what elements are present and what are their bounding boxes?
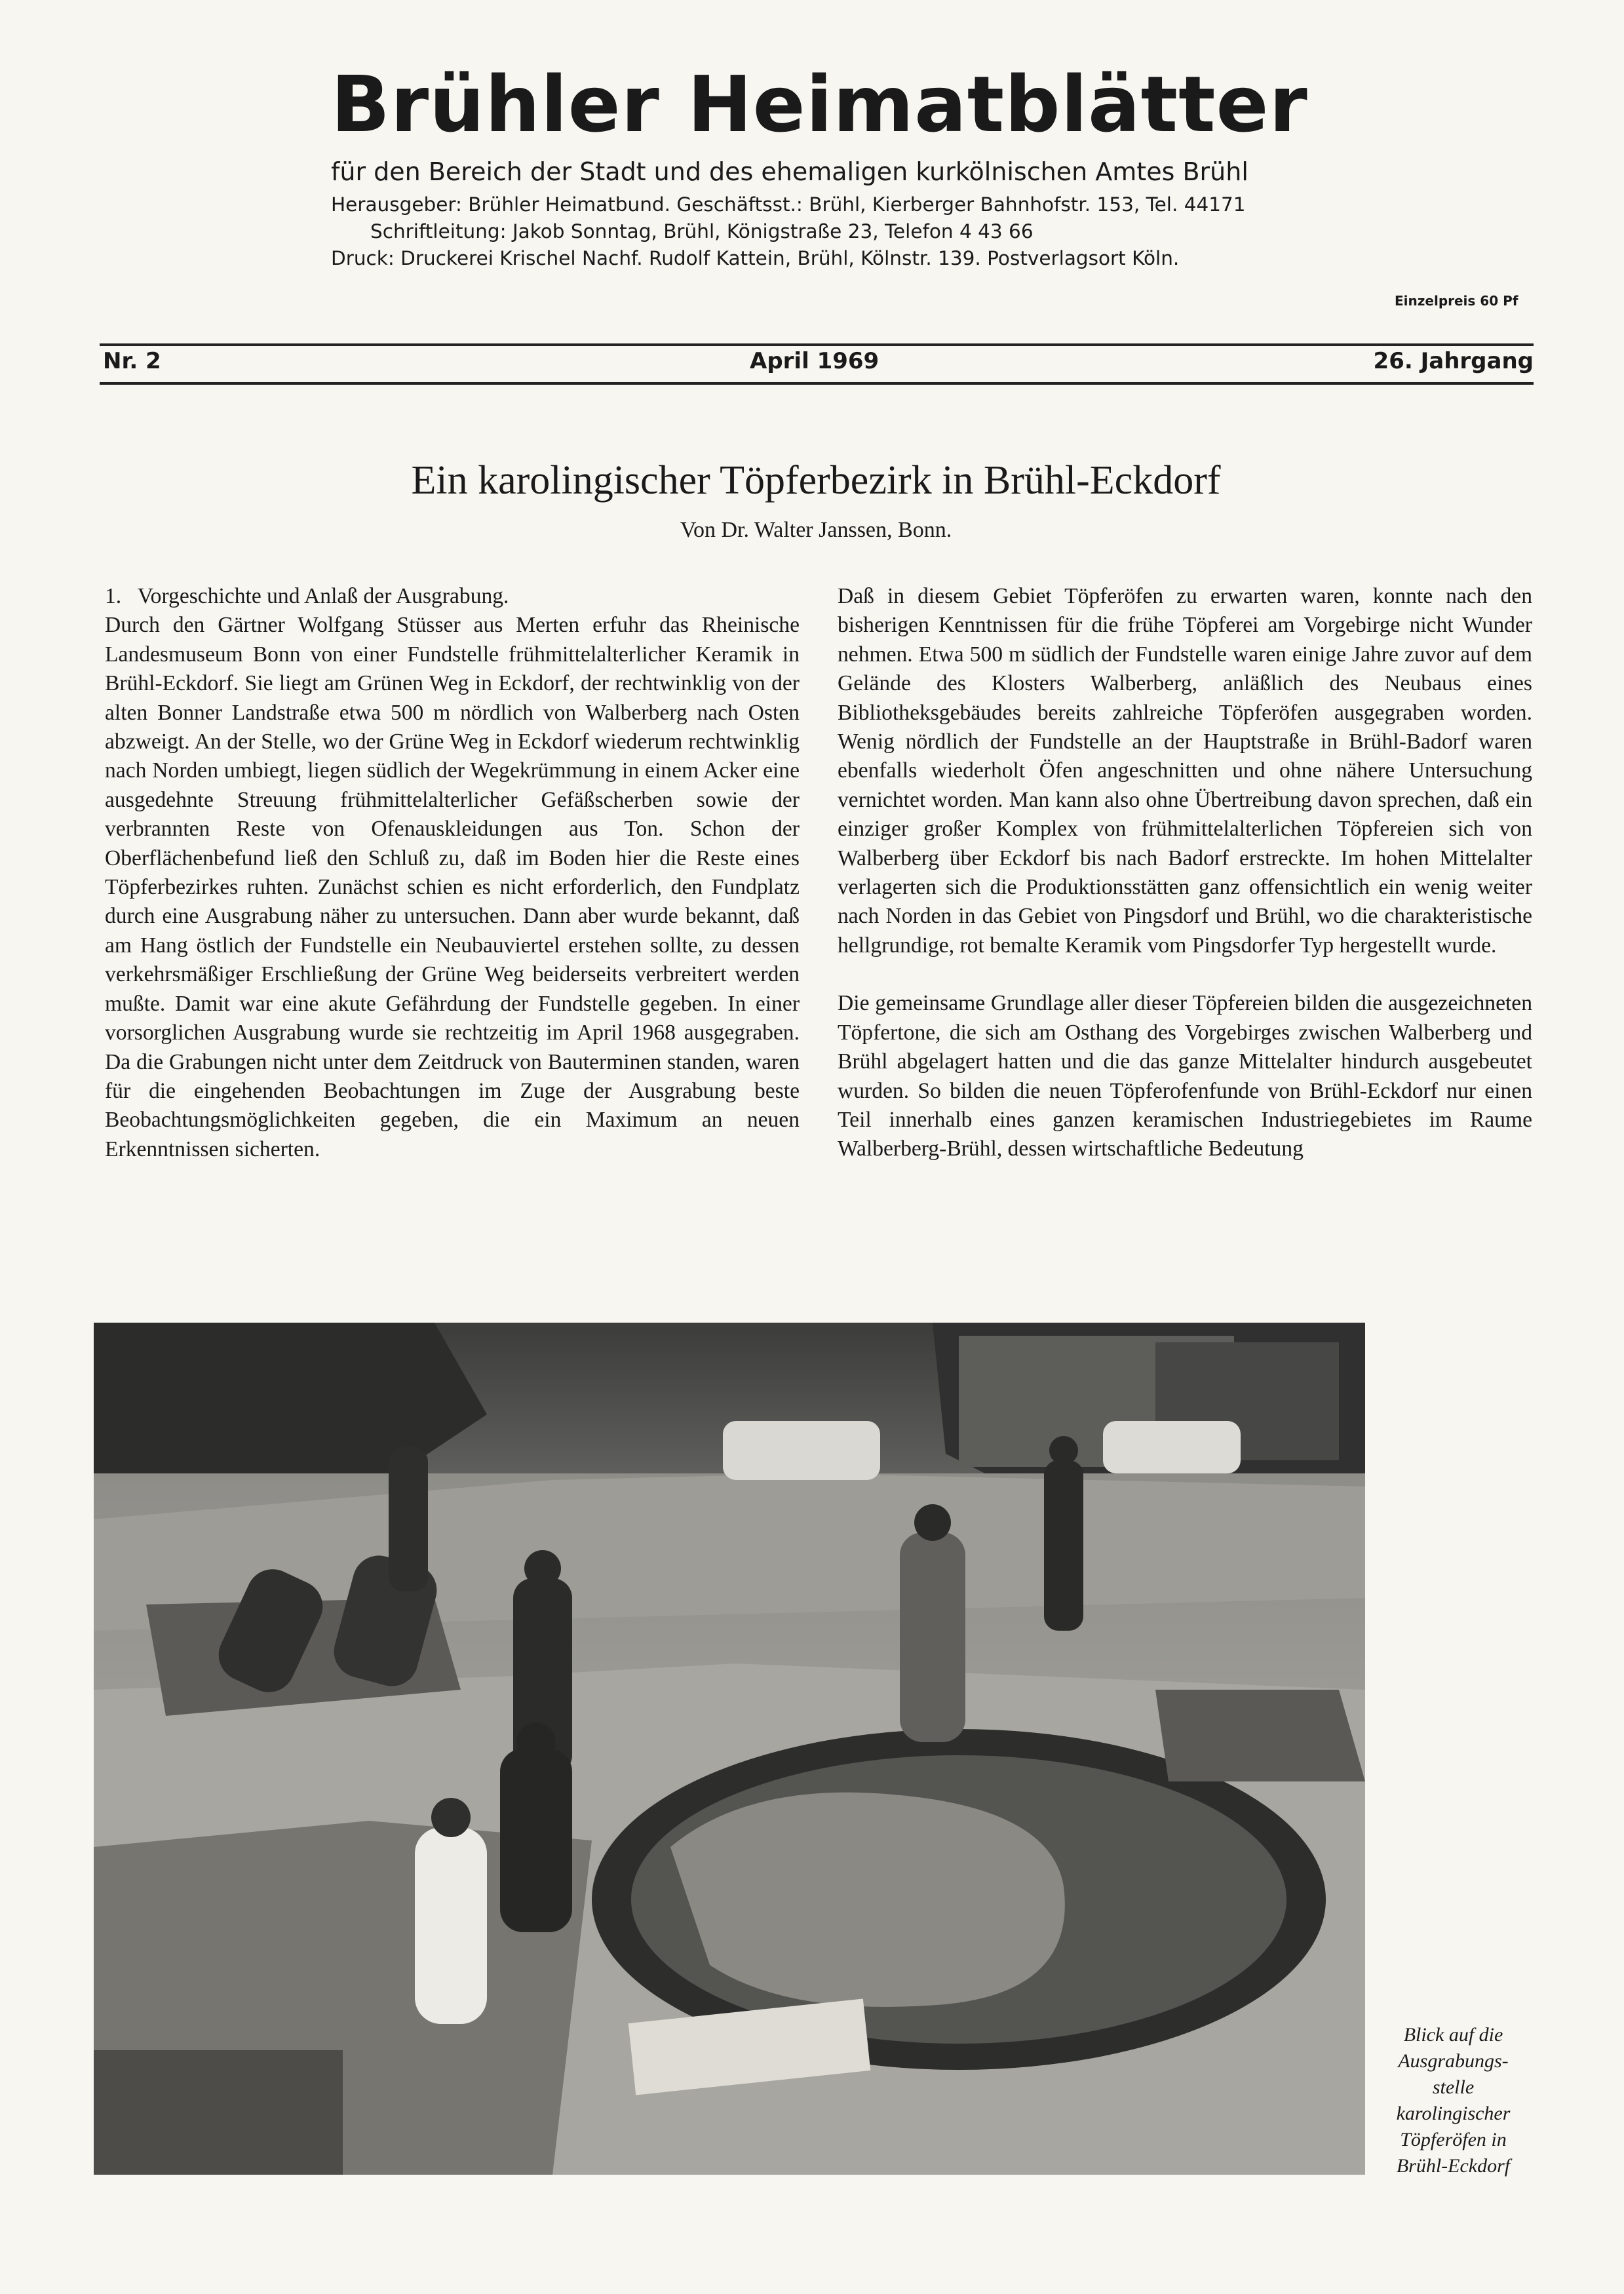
excavation-photo-illustration [94, 1323, 1365, 2175]
single-price: Einzelpreis 60 Pf [1395, 293, 1518, 309]
paragraph-history: Durch den Gärtner Wolfgang Stüsser aus Merten erfuhr das Rheinische Landesmuseum Bonn von einer Fundstelle frühmittelalterlicher Keramik in Brühl-Eckdorf. Sie liegt am Grünen Weg in Eckdorf, der rechtwinklig von der alten Bonner Landstraße etwa 500 m nördlich von Walberberg nach Osten abzweigt. An der Stelle, wo der Grüne Weg in Eckdorf wiederum rechtwinklig nach Norden umbiegt, liegen südlich der Wegekrümmung in einem Acker eine ausgedehnte Streuung frühmittelalterlicher Gefäßscherben sowie der verbrannten Reste von Ofenauskleidungen aus Ton. Schon der Oberflächenbefund ließ den Schluß zu, daß im Boden hier die Reste eines Töpferbezirkes ruhten. Zunächst schien es nicht erforderlich, den Fundplatz durch eine Ausgrabung näher zu untersuchen. Dann aber wurde bekannt, daß am Hang östlich der Fundstelle ein Neubauviertel erstehen sollte, zu dessen verkehrsmäßiger Erschließung der Grüne Weg beiderseits verbreitert werden mußte. Damit war eine akute Gefährdung der Fundstelle gegeben. In einer vorsorglichen Ausgrabung wurde sie rechtzeitig im April 1968 ausgegraben. Da die Grabungen nicht unter dem Zeitdruck von Bauterminen standen, waren für die eingehenden Beobachtungen im Zuge der Ausgrabung beste Beobachtungsmöglichkeiten gegeben, die ein Maximum an neuen Erkenntnissen sicherten. [105, 613, 800, 1161]
issue-number: Nr. 2 [103, 348, 161, 374]
excavation-photo [94, 1323, 1365, 2175]
caption-line: Töpferöfen in [1400, 2129, 1507, 2150]
paragraph-gap [838, 960, 1532, 989]
paragraph-clay: Die gemeinsame Grundlage aller dieser Töpfereien bilden die ausgezeichneten Töpfertone, die sich am Osthang des Vorgebirges zwischen Walberberg und Brühl abgelagert hatten und die das ganze Mittelalter hindurch ausgebeutet wurden. So bilden die neuen Töpferofenfunde von Brühl-Eckdorf nur einen Teil innerhalb eines ganzen keramischen Industriegebietes im Raume Walberberg-Brühl, dessen wirtschaftliche Bedeutung [838, 991, 1532, 1161]
imprint-publisher: Herausgeber: Brühler Heimatbund. Geschäftsst.: Brühl, Kierberger Bahnhofstr. 153, Tel. 44171 [331, 193, 1246, 216]
article-headline: Ein karolingischer Töpferbezirk in Brühl-Eckdorf [411, 458, 1221, 503]
caption-line: Brühl-Eckdorf [1396, 2155, 1511, 2177]
paragraph-expectation: Daß in diesem Gebiet Töpferöfen zu erwarten waren, konnte nach den bisherigen Kenntnissen für die frühe Töpferei am Vorgebirge nicht Wunder nehmen. Etwa 500 m südlich der Fundstelle waren einige Jahre zuvor auf dem Gelände des Klosters Walberberg, anläßlich des Neubaus eines Bibliotheksgebäudes bereits zahlreiche Töpferöfen ausgegraben worden. Wenig nördlich der Fundstelle an der Hauptstraße in Brühl-Badorf waren ebenfalls wiederholt Öfen angeschnitten und ohne nähere Untersuchung vernichtet worden. Man kann also ohne Übertreibung davon sprechen, daß ein einziger großer Komplex von frühmittelalterlichen Töpfereien sich von Walberberg über Eckdorf bis nach Badorf erstreckte. Im hohen Mittelalter verlagerten sich die Produktionsstätten ganz offensichtlich ein wenig weiter nach Norden in das Gebiet von Pingsdorf und Brühl, wo die charakteristische hellgrundige, rot bemalte Keramik vom Pingsdorfer Typ hergestellt wurde. [838, 584, 1532, 958]
section-heading: 1. Vorgeschichte und Anlaß der Ausgrabung. [105, 584, 509, 608]
newspaper-subtitle: für den Bereich der Stadt und des ehemaligen kurkölnischen Amtes Brühl [331, 157, 1248, 186]
article-column-left [105, 582, 800, 1164]
imprint-printer: Druck: Druckerei Krischel Nachf. Rudolf Kattein, Brühl, Kölnstr. 139. Postverlagsort Köln. [331, 247, 1180, 269]
issue-rule-top [100, 343, 1534, 346]
caption-line: karolingischer [1396, 2103, 1511, 2124]
caption-line: Blick auf die [1403, 2024, 1503, 2046]
masthead [331, 59, 1327, 272]
article-byline: Von Dr. Walter Janssen, Bonn. [680, 518, 952, 542]
issue-volume: 26. Jahrgang [1373, 348, 1534, 374]
issue-rule-bottom [100, 382, 1534, 385]
article-column-right [838, 582, 1532, 1164]
issue-bar [100, 348, 1534, 381]
imprint [331, 191, 1327, 272]
imprint-editor: Schriftleitung: Jakob Sonntag, Brühl, Königstraße 23, Telefon 4 43 66 [370, 220, 1034, 243]
issue-date: April 1969 [750, 348, 880, 374]
caption-line: Ausgrabungs- [1398, 2050, 1509, 2072]
photo-caption [1376, 2022, 1530, 2179]
caption-line: stelle [1432, 2076, 1475, 2098]
newspaper-title: Brühler Heimatblätter [331, 59, 1308, 149]
